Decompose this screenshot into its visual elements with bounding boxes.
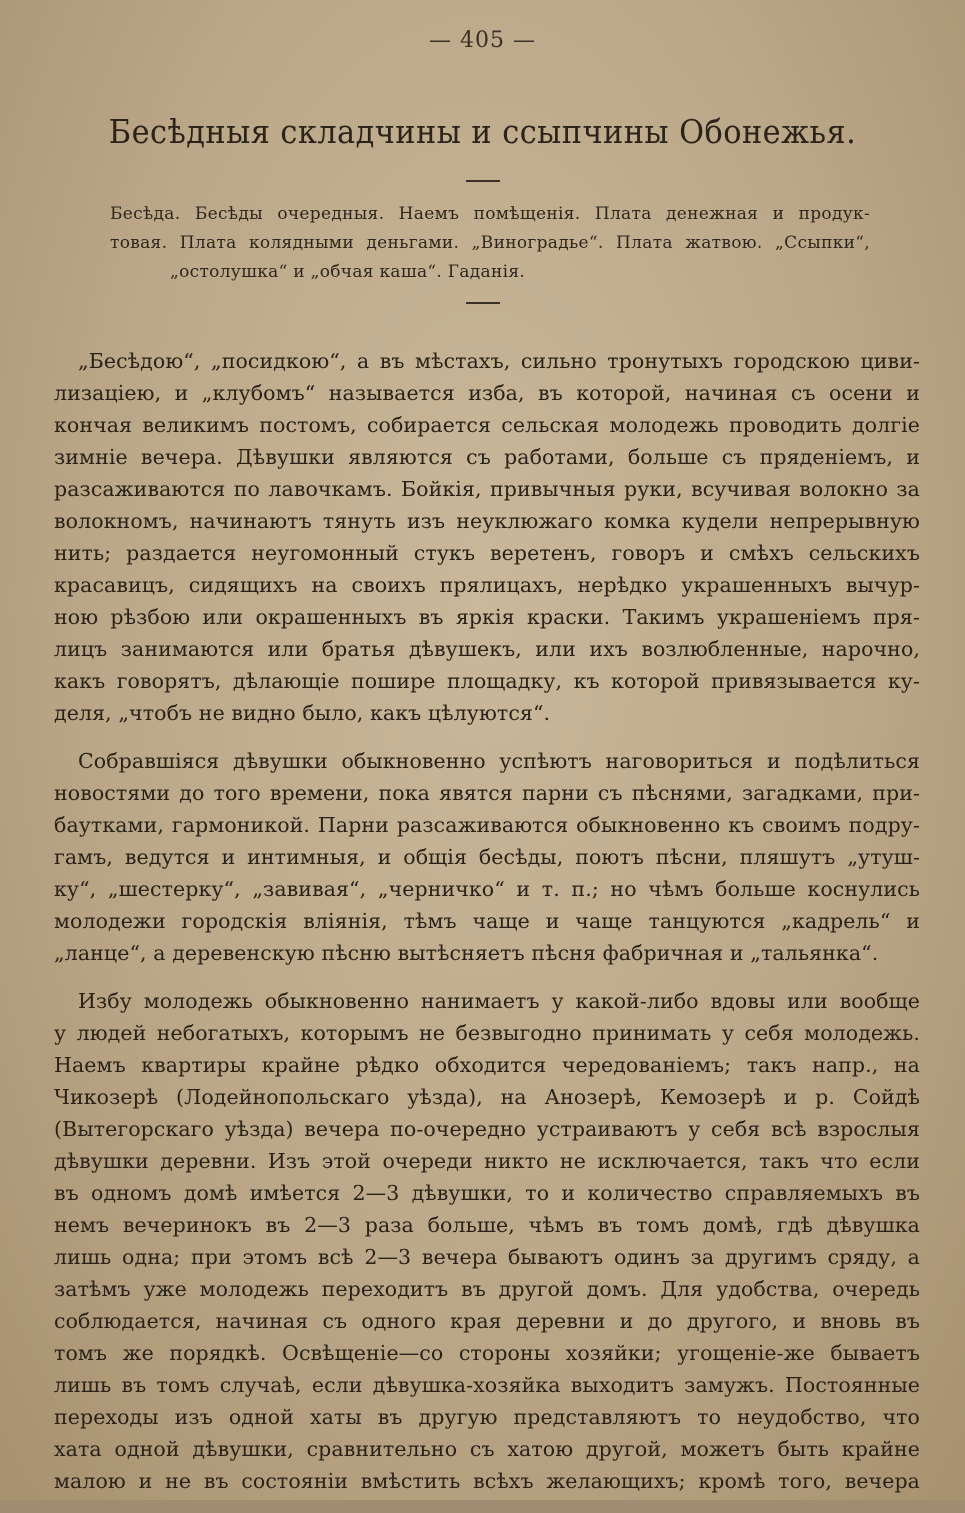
summary-line: товая. Плата колядными деньгами. „Виноградье“. Плата жатвою. „Ссыпки“, [110,233,870,253]
text-line: какъ говорятъ, дѣлающiе пошире площадку, къ которой привязывается ку- [54,669,920,693]
text-line: Избу молодежь обыкновенно нанимаетъ у какой-либо вдовы или вообще [78,989,920,1013]
text-line: затѣмъ уже молодежь переходитъ въ другой домъ. Для удобства, очередь [54,1277,920,1301]
summary-line: Бесѣда. Бесѣды очередныя. Наемъ помѣщенія. Плата денежная и продук- [110,204,870,224]
text-line: немъ вечеринокъ въ 2—3 раза больше, чѣмъ въ томъ домѣ, гдѣ дѣвушка [54,1213,920,1237]
text-line: хата одной дѣвушки, сравнительно съ хатою другой, можетъ быть крайне [54,1437,920,1461]
text-line: баутками, гармоникой. Парни разсаживаются обыкновенно къ своимъ подру- [54,813,920,837]
text-line: у людей небогатыхъ, которымъ не безвыгодно принимать у себя молодежь. [54,1021,920,1045]
text-line: лицъ занимаются или братья дѣвушекъ, или ихъ возлюбленные, нарочно, [54,637,920,661]
text-line: дѣвушки деревни. Изъ этой очереди никто не исключается, такъ что если [54,1149,920,1173]
text-line: волокномъ, начинаютъ тянуть изъ неуклюжаго комка кудели непрерывную [54,509,920,533]
text-line: „Бесѣдою“, „посидкою“, а въ мѣстахъ, сильно тронутыхъ городскою циви- [78,349,920,373]
text-line: молодежи городскiя влiянiя, тѣмъ чаще и чаще танцуются „кадрель“ и [54,909,920,933]
text-line: зимнiе вечера. Дѣвушки являются съ работами, больше съ пряденiемъ, и [54,445,920,469]
body-text [54,345,920,1513]
text-line: Наемъ квартиры крайне рѣдко обходится чередованiемъ; такъ напр., на [54,1053,920,1077]
paragraph [54,745,920,969]
chapter-title: Бесѣдныя складчины и ссыпчины Обонежья. [108,112,857,151]
text-line: кончая великимъ постомъ, собирается сельская молодежь проводить долгiе [54,413,920,437]
chapter-summary [110,200,870,287]
text-line: лишь одна; при этомъ всѣ 2—3 вечера бываютъ одинъ за другимъ сряду, а [54,1245,920,1269]
text-line: томъ же порядкѣ. Освѣщенiе—со стороны хозяйки; угощенiе-же бываетъ [54,1341,920,1365]
text-line: малою и не въ состоянiи вмѣстить всѣхъ желающихъ; кромѣ того, вечера [54,1469,920,1493]
text-line: разсаживаются по лавочкамъ. Бойкiя, привычныя руки, всучивая волокно за [54,477,920,501]
text-line: „ланце“, а деревенскую пѣсню вытѣсняетъ пѣсня фабричная и „тальянка“. [54,941,879,965]
paragraph [54,985,920,1497]
text-line: нить; раздается неугомонный стукъ веретенъ, говоръ и смѣхъ сельскихъ [54,541,920,565]
text-line: красавицъ, сидящихъ на своихъ прялицахъ, нерѣдко украшенныхъ вычур- [54,573,920,597]
summary-line: „остолушка“ и „обчая каша“. Гаданія. [170,262,526,282]
text-line: переходы изъ одной хаты въ другую представляютъ то неудобство, что [54,1405,920,1429]
text-line: Собравшiяся дѣвушки обыкновенно успѣютъ наговориться и подѣлиться [78,749,920,773]
text-line: гамъ, ведутся и интимныя, и общiя бесѣды, поютъ пѣсни, пляшутъ „утуш- [54,845,920,869]
text-line: въ одномъ домѣ имѣется 2—3 дѣвушки, то и количество справляемыхъ въ [54,1181,920,1205]
text-line: ку“, „шестерку“, „завивая“, „черничко“ и т. п.; но чѣмъ больше коснулись [54,877,920,901]
text-line: новостями до того времени, пока явятся парни съ пѣснями, загадками, при- [54,781,920,805]
text-line: лизацiею, и „клубомъ“ называется изба, въ которой, начиная съ осени и [54,381,920,405]
text-line: соблюдается, начиная съ одного края деревни и до другого, и вновь въ [54,1309,920,1333]
summary-divider [466,302,500,304]
text-line: лишь въ томъ случаѣ, если дѣвушка-хозяйка выходитъ замужъ. Постоянные [54,1373,920,1397]
text-line: Чикозерѣ (Лодейнопольскаго уѣзда), на Анозерѣ, Кемозерѣ и р. Сойдѣ [54,1085,920,1109]
text-line: (Вытегорскаго уѣзда) вечера по-очередно устраиваютъ у себя всѣ взрослыя [54,1117,920,1141]
text-line: ною рѣзбою или окрашенныхъ въ яркiя краски. Такимъ украшенiемъ пря- [54,605,920,629]
text-line: деля, „чтобъ не видно было, какъ цѣлуются“. [54,701,551,725]
paragraph [54,345,920,729]
page-number: — 405 — [429,28,536,53]
title-divider [466,180,500,182]
